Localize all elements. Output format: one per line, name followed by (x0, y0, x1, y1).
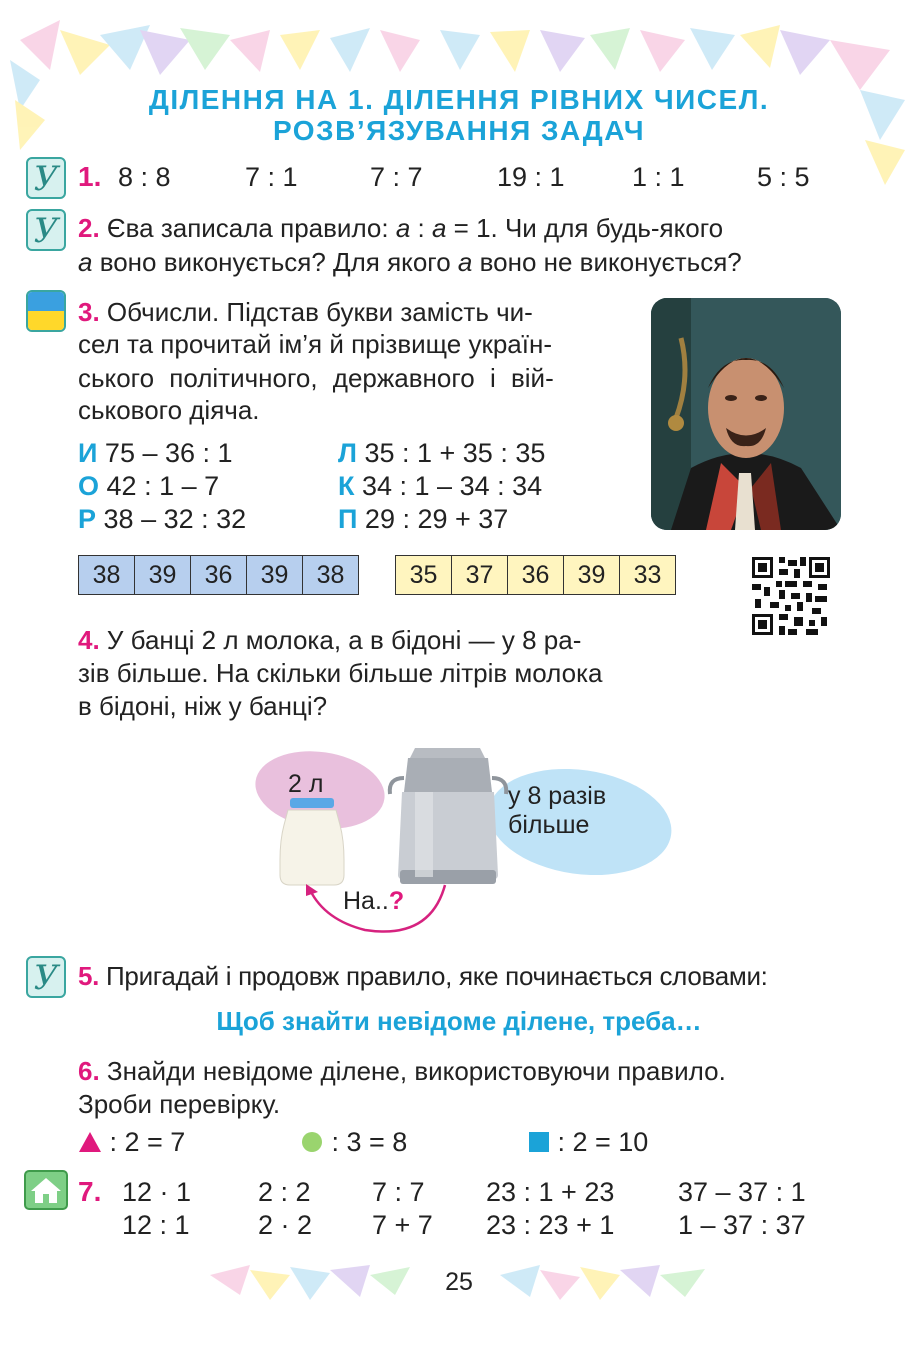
circle-icon (300, 1131, 324, 1153)
rule-text: Щоб знайти невідоме ділене, треба… (216, 1006, 702, 1036)
homework-house-icon (24, 1170, 68, 1210)
task1-item: 7 : 7 (370, 162, 423, 192)
expr-row: П 29 : 29 + 37 (338, 504, 509, 534)
can-label-line2: більше (508, 811, 590, 839)
jar-label: 2 л (288, 770, 324, 798)
task1-item: 5 : 5 (757, 162, 810, 192)
task7-expr: 37 – 37 : 1 (678, 1177, 806, 1207)
answer-cell: 36 (508, 556, 564, 595)
answer-cell: 38 (79, 556, 135, 595)
task7-expr: 12 · 1 (122, 1177, 192, 1207)
task1-number: 1. (78, 161, 102, 192)
oral-task-icon: У (26, 956, 66, 998)
task3-line: сел та прочитай ім’я й прізвище україн- (78, 329, 552, 359)
expr-row: Л 35 : 1 + 35 : 35 (338, 438, 546, 468)
task6-line2: Зроби перевірку. (78, 1089, 281, 1119)
task6-line1: 6. Знайди невідоме ділене, використовуючи правило. (78, 1056, 726, 1086)
task2-line2: а воно виконується? Для якого а воно не виконується? (78, 247, 742, 277)
page-title-line2: РОЗВ’ЯЗУВАННЯ ЗАДАЧ (272, 115, 646, 146)
answer-cell: 36 (191, 556, 247, 595)
task3-line: ськового діяча. (78, 395, 260, 425)
task7-expr: 2 · 2 (258, 1210, 313, 1240)
arrow-label: На..? (343, 887, 405, 915)
answer-cells-yellow (395, 555, 676, 595)
task4-line: 4. У банці 2 л молока, а в бідоні — у 8 ра- (78, 625, 582, 655)
page-title-line1: ДІЛЕННЯ НА 1. ДІЛЕННЯ РІВНИХ ЧИСЕЛ. (148, 84, 770, 115)
task4-line: в бідоні, ніж у банці? (78, 691, 328, 721)
can-label-line1: у 8 разів (508, 782, 607, 810)
answer-cell: 33 (620, 556, 676, 595)
answer-cell: 35 (396, 556, 452, 595)
equation: : 3 = 8 (300, 1126, 407, 1158)
expr-row: К 34 : 1 – 34 : 34 (338, 471, 543, 501)
ukraine-flag-icon (26, 290, 66, 332)
task7-expr: 7 : 7 (372, 1177, 425, 1207)
answer-cell: 39 (564, 556, 620, 595)
oral-task-icon: У (26, 157, 66, 199)
equation: : 2 = 7 (78, 1126, 185, 1158)
task1-item: 8 : 8 (118, 162, 171, 192)
task7-number: 7. (78, 1176, 102, 1207)
equation: : 2 = 10 (528, 1126, 648, 1158)
task1-item: 19 : 1 (497, 162, 565, 192)
square-icon (528, 1131, 550, 1153)
task1-item: 7 : 1 (245, 162, 298, 192)
triangle-icon (78, 1131, 102, 1153)
answer-cell: 39 (247, 556, 303, 595)
expr-row: И 75 – 36 : 1 (78, 438, 233, 468)
page-number: 25 (445, 1268, 473, 1296)
task7-expr: 23 : 1 + 23 (486, 1177, 615, 1207)
task3-line: ського політичного, державного і вій- (78, 363, 554, 393)
task7-expr: 12 : 1 (122, 1210, 190, 1240)
task1-item: 1 : 1 (632, 162, 685, 192)
task7-expr: 23 : 23 + 1 (486, 1210, 615, 1240)
answer-cell: 39 (135, 556, 191, 595)
portrait-image (651, 298, 841, 530)
expr-row: О 42 : 1 – 7 (78, 471, 220, 501)
answer-cell: 38 (303, 556, 359, 595)
task7-expr: 7 + 7 (372, 1210, 433, 1240)
answer-cells-blue (78, 555, 359, 595)
task5-text: 5. Пригадай і продовж правило, яке починається словами: (78, 961, 768, 991)
task3-line: 3. Обчисли. Підстав букви замість чи- (78, 297, 533, 327)
expr-row: Р 38 – 32 : 32 (78, 504, 247, 534)
task4-line: зів більше. На скільки більше літрів молока (78, 658, 603, 688)
task7-expr: 1 – 37 : 37 (678, 1210, 806, 1240)
task7-expr: 2 : 2 (258, 1177, 311, 1207)
answer-cell: 37 (452, 556, 508, 595)
milk-illustration (240, 730, 680, 940)
task2-line1: 2. Єва записала правило: а : а = 1. Чи для будь-якого (78, 213, 724, 243)
oral-task-icon: У (26, 209, 66, 251)
qr-code-icon[interactable] (752, 557, 830, 635)
